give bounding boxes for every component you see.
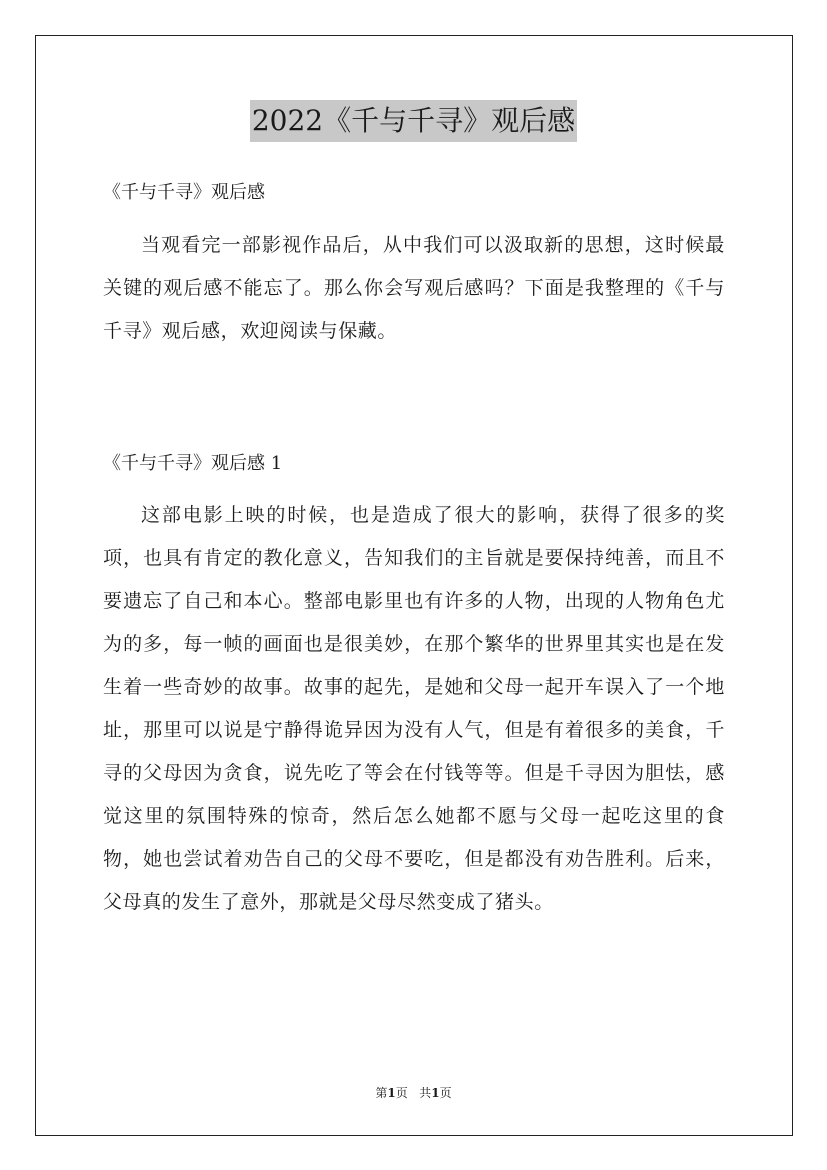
intro-heading: 《千与千寻》观后感 (103, 182, 265, 203)
document-title: 2022《千与千寻》观后感 (250, 100, 577, 142)
footer-page-suffix: 页 (395, 1086, 408, 1100)
footer-page-number: 1 (387, 1086, 396, 1100)
page-footer (0, 1085, 827, 1101)
intro-paragraph: 当观看完一部影视作品后，从中我们可以汲取新的思想，这时候最关键的观后感不能忘了。那么你会写观后感吗？下面是我整理的《千与千寻》观后感，欢迎阅读与保藏。 (103, 234, 725, 342)
footer-total-prefix: 共 (419, 1086, 432, 1100)
footer-total-pages: 1 (431, 1086, 440, 1100)
document-title-wrap (0, 100, 827, 142)
section1-paragraph: 这部电影上映的时候，也是造成了很大的影响，获得了很多的奖项，也具有肯定的教化意义，告知我们的主旨就是要保持纯善，而且不要遗忘了自己和本心。整部电影里也有许多的人物，出现的人物角色尤为的多，每一帧的画面也是很美妙，在那个繁华的世界里其实也是在发生着一些奇妙的故事。故事的起先，是她和父母一起开车误入了一个地址，那里可以说是宁静得诡异因为没有人气，但是有着很多的美食，千寻的父母因为贪食，说先吃了等会在付钱等等。但是千寻因为胆怯，感觉这里的氛围特殊的惊奇，然后怎么她都不愿与父母一起吃这里的食物，她也尝试着劝告自己的父母不要吃，但是都没有劝告胜利。后来，父母真的发生了意外，那就是父母尽然变成了猪头。 (103, 504, 725, 913)
footer-total-suffix: 页 (439, 1086, 452, 1100)
section1-heading: 《千与千寻》观后感 1 (103, 453, 283, 474)
footer-page-prefix: 第 (375, 1086, 388, 1100)
